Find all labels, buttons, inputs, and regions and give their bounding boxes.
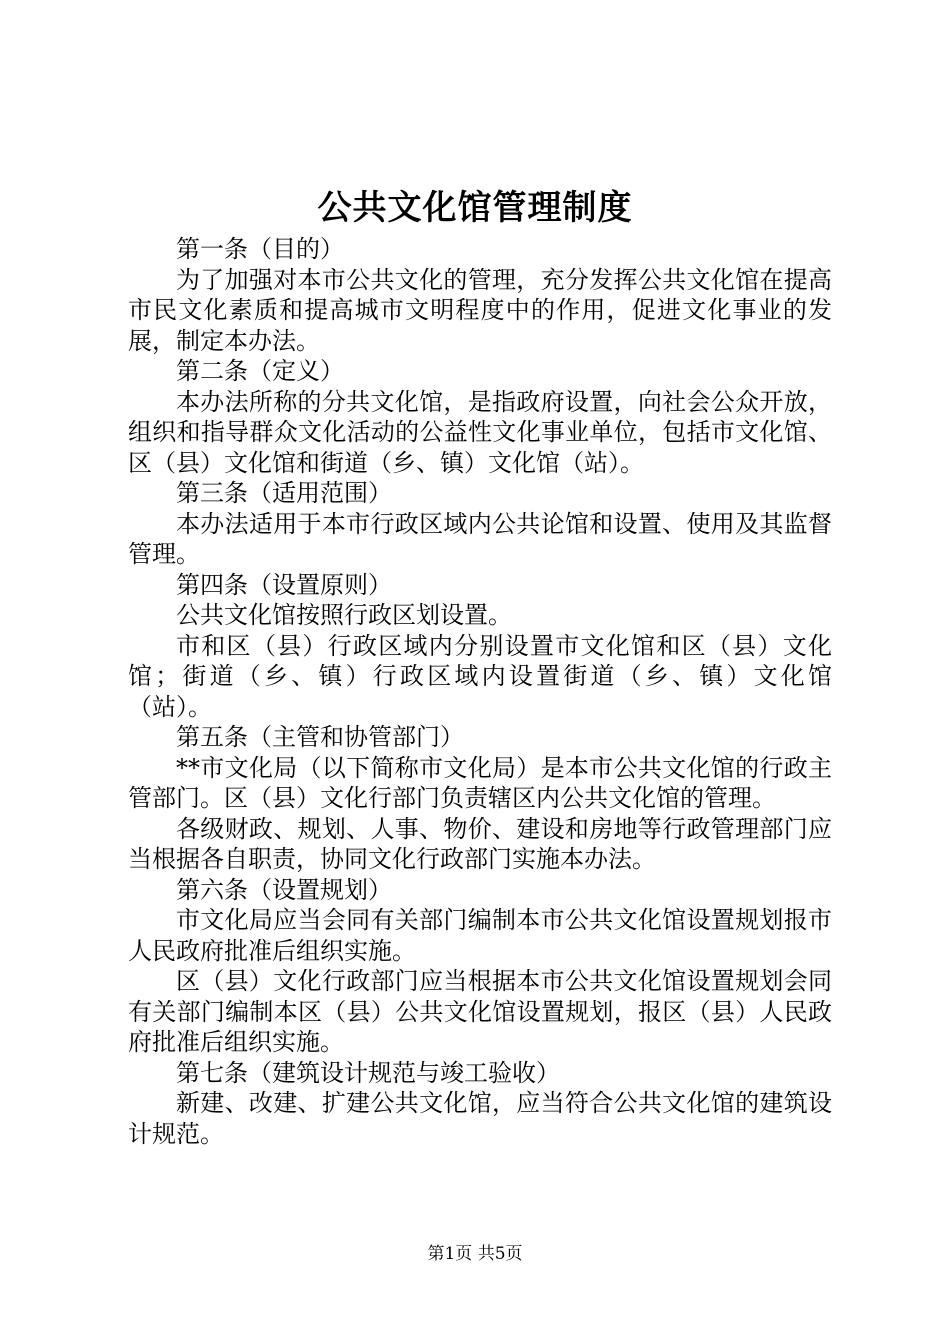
document-body — [128, 234, 832, 1149]
article-heading: 第三条（适用范围） — [176, 479, 392, 507]
article-paragraph: 公共文化馆按照行政区划设置。 — [176, 601, 512, 629]
article-heading: 第四条（设置原则） — [176, 570, 392, 599]
article-paragraph: 本办法适用于本市行政区域内公共论馆和设置、使用及其监督管理。 — [128, 509, 832, 568]
article-paragraph: 新建、改建、扩建公共文化馆，应当符合公共文化馆的建筑设计规范。 — [128, 1089, 832, 1148]
page-footer: 第1页 共5页 — [427, 1244, 523, 1264]
article-paragraph: 为了加强对本市公共文化的管理，充分发挥公共文化馆在提高市民文化素质和提高城市文明程度中的作用，促进文化事业的发展，制定本办法。 — [128, 265, 832, 355]
article-heading: 第六条（设置规划） — [176, 875, 392, 904]
document-title: 公共文化馆管理制度 — [317, 188, 633, 228]
article-paragraph: 市和区（县）行政区域内分别设置市文化馆和区（县）文化馆；街道（乡、镇）行政区域内设置街道（乡、镇）文化馆（站）。 — [128, 631, 832, 721]
article-paragraph: 市文化局应当会同有关部门编制本市公共文化馆设置规划报市人民政府批准后组织实施。 — [128, 906, 832, 965]
article-paragraph: 本办法所称的分共文化馆，是指政府设置，向社会公众开放，组织和指导群众文化活动的公益性文化事业单位，包括市文化馆、区（县）文化馆和街道（乡、镇）文化馆（站）。 — [128, 387, 832, 477]
article-heading: 第一条（目的） — [176, 235, 344, 263]
article-heading: 第二条（定义） — [176, 357, 344, 385]
article-paragraph: 各级财政、规划、人事、物价、建设和房地等行政管理部门应当根据各自职责，协同文化行政部门实施本办法。 — [128, 814, 832, 873]
article-heading: 第七条（建筑设计规范与竣工验收） — [176, 1058, 560, 1087]
article-paragraph: 区（县）文化行政部门应当根据本市公共文化馆设置规划会同有关部门编制本区（县）公共文化馆设置规划，报区（县）人民政府批准后组织实施。 — [128, 967, 832, 1056]
article-paragraph: **市文化局（以下简称市文化局）是本市公共文化馆的行政主管部门。区（县）文化行部门负责辖区内公共文化馆的管理。 — [128, 753, 832, 812]
article-heading: 第五条（主管和协管部门） — [176, 723, 464, 751]
